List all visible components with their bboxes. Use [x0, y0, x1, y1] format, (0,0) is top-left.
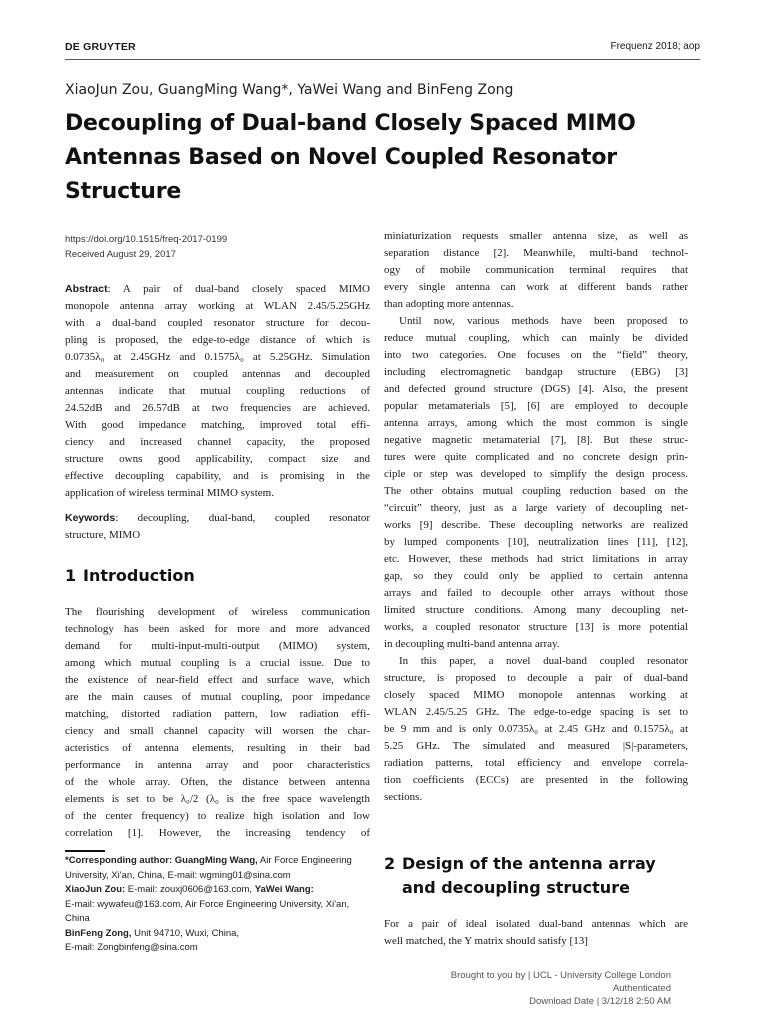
footer-line: Download Date | 3/12/18 2:50 AM: [529, 996, 671, 1007]
footnote-line: E-mail: Zongbinfeng@sina.com: [65, 942, 198, 953]
doi-link[interactable]: https://doi.org/10.1515/freq-2017-0199: [65, 234, 228, 245]
body-line: limited structure conditions. Among many decoupling net-: [384, 604, 688, 616]
body-line: and defected ground structure (DGS) [4]. Also, the present: [384, 383, 688, 395]
body-line: by lumped components [10], neutralization lines [11], [12],: [384, 536, 688, 548]
body-line: of the center frequency) to realize high isolation and low: [65, 810, 370, 822]
abstract-line: monopole antenna array working at WLAN 2.45/5.25GHz: [65, 300, 370, 312]
body-line: well matched, the Y matrix should satisfy [13]: [384, 935, 588, 947]
section-number: 1: [65, 566, 77, 585]
body-line: the existence of near-field effect and surface wave, which: [65, 674, 370, 686]
abstract-line: effective decoupling capability, and is promising in the: [65, 470, 370, 482]
section-heading-introduction: [65, 564, 370, 588]
abstract: [65, 281, 370, 502]
article-meta: [65, 232, 370, 262]
body-paragraph: [384, 916, 688, 950]
abstract-line: application of wireless terminal MIMO system.: [65, 487, 274, 499]
footnote-line: *Corresponding author: GuangMing Wang, Air Force Engineering: [65, 855, 352, 866]
abstract-label: Abstract: [65, 283, 108, 295]
body-line: Until now, various methods have been proposed to: [399, 315, 688, 327]
footnote-rule: [65, 850, 105, 852]
body-line: reduce mutual coupling, which can mainly be divided: [384, 332, 688, 344]
body-line: radiation patterns, total efficiency and envelope correla-: [384, 757, 688, 769]
body-line: The flourishing development of wireless communication: [65, 606, 370, 618]
section-number: 2: [384, 854, 396, 873]
body-line: separation distance [2]. Meanwhile, multi-band technol-: [384, 247, 688, 259]
body-line: tures were quite complicated and no concrete design prin-: [384, 451, 688, 463]
left-column: [65, 232, 370, 956]
body-line: in decoupling multi-band antenna array.: [384, 638, 560, 650]
download-footer: [451, 969, 671, 1008]
introduction-paragraph: [65, 604, 370, 842]
body-line: ogy of mobile communication terminal requires that: [384, 264, 688, 276]
body-line: elements is set to be λ₀/2 (λ₀ is the free space wavelength: [65, 793, 370, 805]
body-line: performance in antenna array and poor characteristics: [65, 759, 370, 771]
body-line: etc. However, these methods had strict limitations in array: [384, 553, 688, 565]
body-line: gap, so they could only be applied to certain antenna: [384, 570, 688, 582]
body-line: structure, is proposed to decouple a pair of dual-band: [384, 672, 688, 684]
footnote-line: BinFeng Zong, Unit 94710, Wuxi, China,: [65, 927, 240, 939]
body-line: arrays and failed to decouple other arrays without those: [384, 587, 688, 599]
body-line: than adopting more antennas.: [384, 298, 514, 310]
body-line: In this paper, a novel dual-band coupled resonator: [399, 655, 688, 667]
keywords-line: [65, 510, 370, 527]
abstract-line: pling is proposed, the edge-to-edge distance of which is: [65, 334, 370, 346]
received-date: Received August 29, 2017: [65, 249, 176, 260]
abstract-line: With good impedance matching, improved total effi-: [65, 419, 370, 431]
author-footnotes: [65, 854, 370, 956]
body-line: be 9 mm and is only 0.0735λ₀ at 2.45 GHz and 0.1575λ₀ at: [384, 723, 688, 735]
abstract-text: : A pair of dual-band closely spaced MIMO: [107, 283, 370, 295]
body-line: matching, distorted radiation pattern, low radiation effi-: [65, 708, 370, 720]
footnote-line: E-mail: wywafeu@163.com, Air Force Engineering University, Xi'an,: [65, 898, 350, 910]
abstract-line: ciency and increased channel capacity, the proposed: [65, 436, 370, 448]
footer-line: Authenticated: [612, 983, 671, 994]
body-line: sections.: [384, 791, 423, 803]
keywords-text: : decoupling, dual-band, coupled resonator: [115, 512, 370, 524]
body-line: 5.25 GHz. The simulated and measured |S|-parameters,: [384, 740, 688, 752]
body-line: technology has been asked for more and more advanced: [65, 623, 370, 635]
abstract-line: 24.52dB and 26.57dB at two frequencies are achieved.: [65, 402, 370, 414]
body-line: ciency and small channel capacity will worsen the char-: [65, 725, 370, 737]
journal-info: Frequenz 2018; aop: [610, 41, 700, 52]
body-line: correlation [1]. However, the increasing tendency of: [65, 827, 370, 839]
body-line: antenna arrays, among which the most common is single: [384, 417, 688, 429]
abstract-line: 0.0735λ₀ at 2.45GHz and 0.1575λ₀ at 5.25GHz. Simulation: [65, 351, 370, 363]
keywords: [65, 510, 370, 544]
section-title: Design of the antenna array: [402, 854, 656, 873]
body-line: closely spaced MIMO monopole antennas working at: [384, 689, 688, 701]
keywords-line: structure, MIMO: [65, 529, 141, 541]
body-line: of the whole array. Often, the distance between antenna: [65, 776, 370, 788]
title-line: Decoupling of Dual-band Closely Spaced MIMO: [65, 111, 636, 136]
body-line: among which mutual coupling is a crucial issue. Due to: [65, 657, 370, 669]
body-line: works [9] describe. These decoupling networks are realized: [384, 519, 688, 531]
body-line: For a pair of ideal isolated dual-band antennas which are: [384, 918, 688, 930]
right-column: [384, 228, 688, 950]
body-paragraph: [384, 228, 688, 313]
section-heading-design: [384, 852, 688, 900]
title-line: Antennas Based on Novel Coupled Resonator: [65, 145, 617, 170]
body-line: including electromagnetic bandgap structure (EBG) [3]: [384, 366, 688, 378]
body-line: are the main causes of mutual coupling, poor impedance: [65, 691, 370, 703]
abstract-line: [65, 281, 370, 298]
section-title: Introduction: [83, 566, 195, 585]
body-line: negative magnetic metamaterial [7], [8]. But these struc-: [384, 434, 688, 446]
title-line: Structure: [65, 179, 182, 204]
body-paragraph: [384, 313, 688, 653]
abstract-line: structure owns good applicability, compact size and: [65, 453, 370, 465]
body-line: works, a coupled resonator structure [13] is more potential: [384, 621, 688, 633]
body-line: miniaturization requests smaller antenna size, as well as: [384, 230, 688, 242]
author-list: XiaoJun Zou, GuangMing Wang*, YaWei Wang and BinFeng Zong: [65, 82, 514, 98]
footer-line: Brought to you by | UCL - University College London: [450, 970, 671, 981]
body-line: demand for multi-input-multi-output (MIMO) system,: [65, 640, 370, 652]
article-title: [65, 107, 705, 209]
body-line: “circuit” theory, just as a large variety of decoupling net-: [384, 502, 688, 514]
abstract-line: with a dual-band coupled resonator structure for decou-: [65, 317, 370, 329]
footnote-line: University, Xi'an, China, E-mail: wgming01@sina.com: [65, 869, 291, 881]
body-line: WLAN 2.45/5.25 GHz. The edge-to-edge spacing is set to: [384, 706, 688, 718]
header-rule: [65, 59, 700, 60]
body-line: popular metamaterials [5], [6] are employed to decouple: [384, 400, 688, 412]
body-line: tion coefficients (ECCs) are presented in the following: [384, 774, 688, 786]
abstract-line: and measurement on coupled antennas and decoupled: [65, 368, 370, 380]
body-paragraph: [384, 653, 688, 806]
abstract-line: antennas indicate that mutual coupling reductions of: [65, 385, 370, 397]
section-title: and decoupling structure: [402, 878, 630, 897]
keywords-label: Keywords: [65, 512, 116, 524]
body-line: acteristics of antenna elements, resulting in their bad: [65, 742, 370, 754]
body-line: ciple or step was developed to simplify the design process.: [384, 468, 688, 480]
body-line: every single antenna can work at different bands rather: [384, 281, 688, 293]
footnote-line: China: [65, 913, 90, 924]
body-line: into two categories. One focuses on the “field” theory,: [384, 349, 688, 361]
body-line: The other obtains mutual coupling reduction based on the: [384, 485, 688, 497]
footnote-line: XiaoJun Zou: E-mail: zouxj0606@163.com, YaWei Wang:: [65, 884, 314, 895]
publisher-name: DE GRUYTER: [65, 41, 136, 53]
